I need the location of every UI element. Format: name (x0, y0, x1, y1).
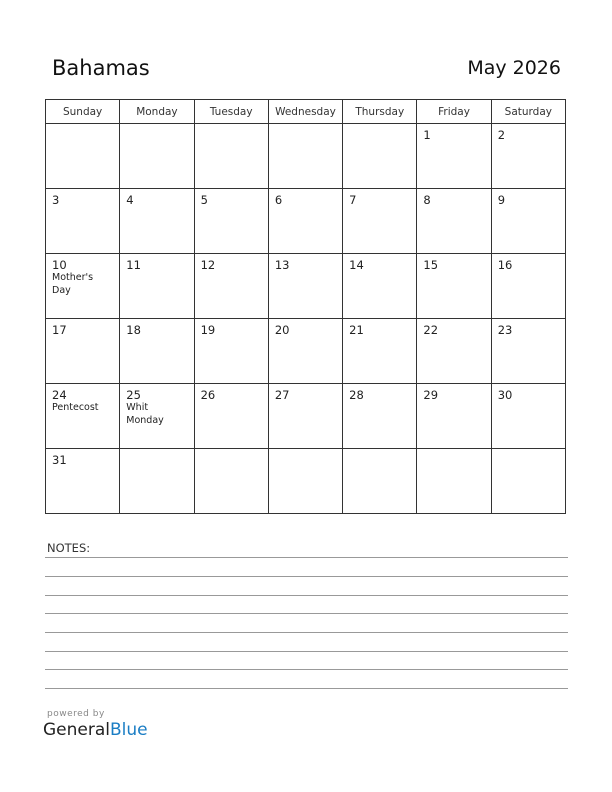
powered-by-text: powered by (47, 709, 105, 719)
day-number: 3 (52, 193, 60, 207)
day-number: 31 (52, 453, 67, 467)
weekday-monday: Monday (120, 100, 194, 124)
generalblue-logo[interactable] (43, 720, 148, 740)
day-cell (417, 254, 491, 319)
day-cell (417, 189, 491, 254)
day-number: 18 (126, 323, 141, 337)
day-cell (417, 124, 491, 189)
day-number: 30 (497, 388, 513, 402)
day-number: 5 (200, 193, 208, 207)
notes-line (45, 632, 568, 633)
week-row (46, 449, 566, 514)
weekday-saturday: Saturday (491, 100, 565, 124)
holiday-label: Whit Monday (126, 402, 164, 426)
day-number: 20 (274, 323, 290, 337)
weekday-wednesday: Wednesday (268, 100, 342, 124)
day-number: 15 (423, 258, 439, 272)
notes-label: NOTES: (47, 541, 91, 555)
day-number: 29 (423, 388, 439, 402)
day-cell (46, 384, 120, 449)
day-cell (343, 254, 417, 319)
day-number: 12 (200, 258, 216, 272)
day-number: 19 (200, 323, 216, 337)
day-number: 13 (274, 258, 290, 272)
day-cell (417, 319, 491, 384)
day-cell (120, 189, 194, 254)
notes-line (45, 576, 568, 577)
country-title: Bahamas (52, 56, 150, 80)
notes-line (45, 688, 568, 689)
weekday-tuesday: Tuesday (194, 100, 268, 124)
brand-general: General (43, 720, 110, 740)
day-cell (268, 384, 342, 449)
empty-day-cell (343, 449, 417, 514)
notes-line (45, 651, 568, 652)
empty-day-cell (268, 124, 342, 189)
holiday-label: Pentecost (52, 402, 99, 413)
empty-day-cell (120, 124, 194, 189)
day-number: 14 (349, 258, 364, 272)
empty-day-cell (417, 449, 491, 514)
empty-day-cell (194, 449, 268, 514)
day-number: 27 (274, 388, 290, 402)
empty-day-cell (491, 449, 565, 514)
day-cell (194, 384, 268, 449)
day-cell (491, 254, 565, 319)
day-number: 2 (497, 128, 506, 142)
week-row (46, 124, 566, 189)
week-row (46, 189, 566, 254)
notes-line (45, 595, 568, 596)
weekday-header-row (46, 100, 566, 124)
day-cell (194, 319, 268, 384)
weekday-thursday: Thursday (343, 100, 417, 124)
day-cell (343, 319, 417, 384)
day-number: 16 (497, 258, 513, 272)
empty-day-cell (268, 449, 342, 514)
day-cell (46, 449, 120, 514)
empty-day-cell (194, 124, 268, 189)
day-cell (491, 189, 565, 254)
week-row (46, 319, 566, 384)
day-cell (417, 384, 491, 449)
day-cell (343, 189, 417, 254)
day-cell (491, 319, 565, 384)
day-cell (120, 254, 194, 319)
day-number: 22 (423, 323, 439, 337)
notes-line (45, 669, 568, 670)
weekday-sunday: Sunday (46, 100, 120, 124)
week-row (46, 254, 566, 319)
day-cell (194, 189, 268, 254)
calendar-grid (45, 99, 566, 514)
empty-day-cell (343, 124, 417, 189)
day-number: 25 (126, 388, 141, 402)
brand-blue: Blue (110, 720, 148, 740)
day-number: 1 (423, 128, 431, 142)
empty-day-cell (46, 124, 120, 189)
day-number: 11 (126, 258, 141, 272)
day-number: 9 (497, 193, 506, 207)
day-cell (194, 254, 268, 319)
day-number: 21 (349, 323, 364, 337)
day-number: 6 (274, 193, 283, 207)
day-number: 17 (52, 323, 67, 337)
day-number: 7 (349, 193, 357, 207)
day-cell (46, 254, 120, 319)
day-cell (491, 384, 565, 449)
weekday-friday: Friday (417, 100, 491, 124)
day-number: 8 (423, 193, 431, 207)
notes-line (45, 557, 568, 558)
month-title: May 2026 (467, 57, 561, 79)
day-cell (46, 189, 120, 254)
day-number: 23 (497, 323, 513, 337)
week-row (46, 384, 566, 449)
notes-line (45, 613, 568, 614)
day-number: 4 (126, 193, 134, 207)
day-number: 28 (349, 388, 364, 402)
day-cell (46, 319, 120, 384)
day-cell (120, 384, 194, 449)
day-cell (491, 124, 565, 189)
day-number: 26 (200, 388, 216, 402)
day-number: 10 (52, 258, 67, 272)
day-number: 24 (52, 388, 67, 402)
empty-day-cell (120, 449, 194, 514)
day-cell (120, 319, 194, 384)
day-cell (268, 189, 342, 254)
day-cell (268, 254, 342, 319)
day-cell (343, 384, 417, 449)
day-cell (268, 319, 342, 384)
holiday-label: Mother's Day (52, 272, 94, 296)
